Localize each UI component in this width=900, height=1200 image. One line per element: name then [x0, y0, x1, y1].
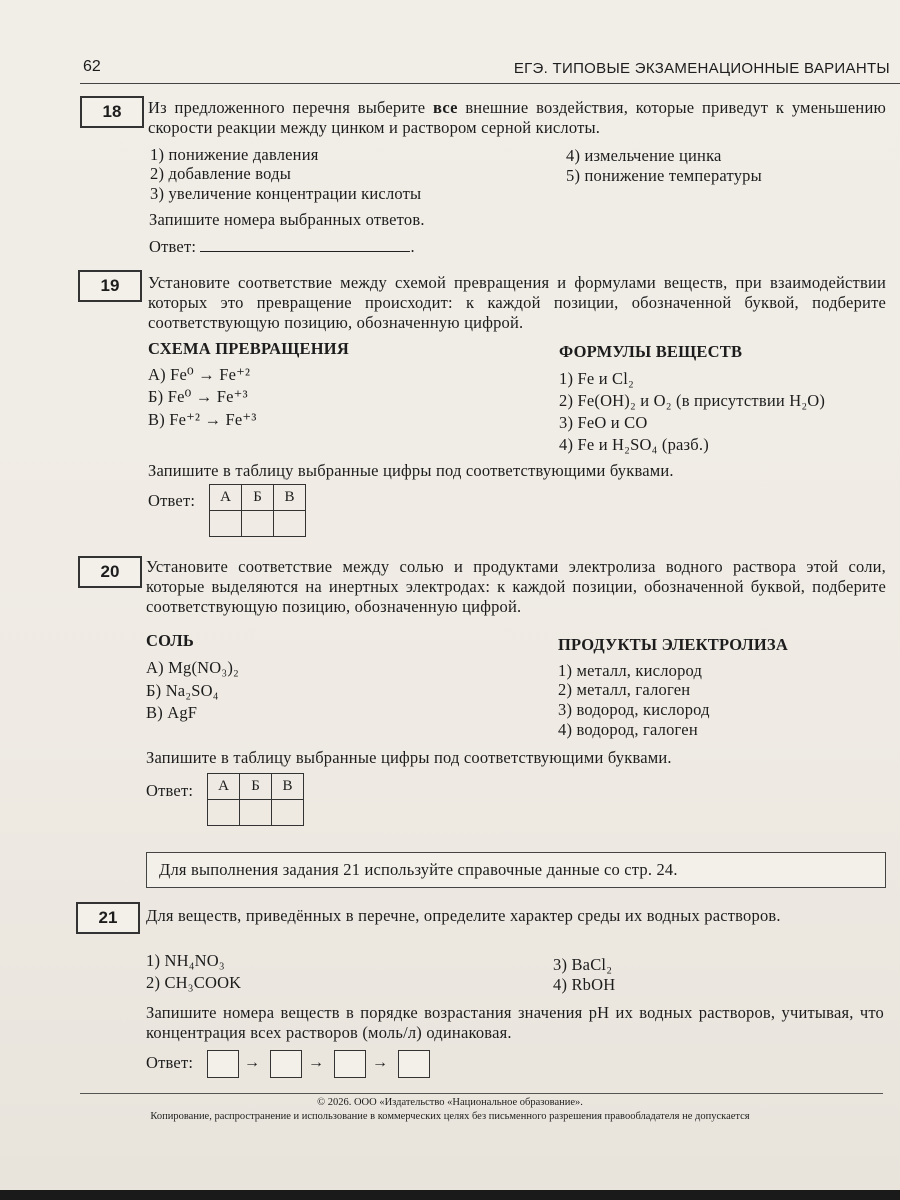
q20-question: Установите соответствие между солью и продуктами электролиза водного раствора этой соли, которые выделяются на инертных электродах: к каждой позиции, обозначенной буквой, подберите соответствующую позицию, обозначенную цифрой.	[146, 557, 886, 616]
q20-product-2: 2) металл, галоген	[558, 680, 691, 699]
q21-answer-cell-3[interactable]	[334, 1050, 366, 1078]
q19-col-b: Б	[242, 485, 274, 511]
q21-substance-1: 1) NH₄NO₃	[146, 951, 225, 970]
q20-salt-b: Б) Na₂SO₄	[146, 681, 219, 700]
q18-option-5: 5) понижение температуры	[566, 166, 762, 185]
q20-salt-a: А) Mg(NO₃)₂	[146, 658, 239, 677]
q19-answer-cell-a[interactable]	[210, 511, 242, 537]
task-number-19: 19	[78, 270, 142, 302]
reference-note-text: Для выполнения задания 21 используйте справочные данные со стр. 24.	[159, 860, 678, 879]
q20-answer-table	[207, 773, 304, 826]
q21-substance-2: 2) CH₃COOK	[146, 973, 242, 992]
q18-text-b: внешние воздействия, которые приведут к уменьшению скорости реакции между цинком и раствором серной кислоты.	[148, 98, 886, 137]
q19-question: Установите соответствие между схемой превращения и формулами веществ, при взаимодействии которых это превращение происходит: к каждой позиции, обозначенной буквой, подберите соответствующую позицию, обозначенную цифрой.	[148, 273, 886, 332]
q21-instruction: Запишите номера веществ в порядке возрастания значения pH их водных растворов, учитывая, что концентрация всех растворов (моль/л) одинаковая.	[146, 1003, 884, 1042]
reference-note-box	[146, 852, 886, 888]
q20-left-heading: СОЛЬ	[146, 631, 194, 650]
header-divider	[80, 83, 900, 84]
q18-answer-row: Ответ: .	[149, 237, 415, 256]
task-number-20: 20	[78, 556, 142, 588]
q20-answer-cell-c[interactable]	[272, 800, 304, 826]
q19-col-a: А	[210, 485, 242, 511]
q18-text-bold: все	[433, 98, 458, 117]
q19-formula-4: 4) Fe и H₂SO₄ (разб.)	[559, 435, 709, 454]
q19-scheme-b: Б) Fe⁰ → Fe⁺³	[148, 387, 248, 406]
q19-left-heading: СХЕМА ПРЕВРАЩЕНИЯ	[148, 339, 349, 358]
page-number: 62	[83, 58, 101, 75]
q19-formula-1: 1) Fe и Cl₂	[559, 369, 634, 388]
q19-formula-3: 3) FeO и CO	[559, 413, 648, 432]
page-header-title: ЕГЭ. ТИПОВЫЕ ЭКЗАМЕНАЦИОННЫЕ ВАРИАНТЫ	[513, 60, 890, 77]
q20-product-1: 1) металл, кислород	[558, 661, 703, 680]
q19-right-heading: ФОРМУЛЫ ВЕЩЕСТВ	[559, 342, 743, 361]
q19-scheme-c: В) Fe⁺² → Fe⁺³	[148, 410, 257, 429]
footer-notice: Копирование, распространение и использование в коммерческих целях без письменного разрешения правообладателя не допускается	[150, 1111, 750, 1122]
q21-question: Для веществ, приведённых в перечне, определите характер среды их водных растворов.	[146, 906, 781, 925]
q18-option-1: 1) понижение давления	[150, 145, 319, 164]
scan-edge	[0, 1190, 900, 1200]
q18-option-4: 4) измельчение цинка	[566, 146, 722, 165]
q20-product-3: 3) водород, кислород	[558, 700, 710, 719]
q20-answer-cell-a[interactable]	[208, 800, 240, 826]
q19-answer-cell-c[interactable]	[274, 511, 306, 537]
q20-product-4: 4) водород, галоген	[558, 720, 698, 739]
q21-arrow-2: →	[308, 1054, 324, 1071]
q20-instruction: Запишите в таблицу выбранные цифры под соответствующими буквами.	[146, 748, 672, 767]
q19-instruction: Запишите в таблицу выбранные цифры под соответствующими буквами.	[148, 461, 674, 480]
q21-substance-3: 3) BaCl₂	[553, 955, 613, 974]
q20-answer-cell-b[interactable]	[240, 800, 272, 826]
task-number-21: 21	[76, 902, 140, 934]
q18-question	[148, 98, 886, 138]
q20-col-c: В	[272, 774, 304, 800]
footer-copyright: © 2026. ООО «Издательство «Национальное образование».	[317, 1097, 583, 1108]
q20-col-b: Б	[240, 774, 272, 800]
q20-col-a: А	[208, 774, 240, 800]
q19-scheme-a: А) Fe⁰ → Fe⁺²	[148, 365, 251, 384]
q18-instruction: Запишите номера выбранных ответов.	[149, 210, 425, 229]
q19-formula-2: 2) Fe(OH)₂ и O₂ (в присутствии H₂O)	[559, 391, 826, 410]
q20-salt-c: В) AgF	[146, 703, 198, 722]
q18-option-2: 2) добавление воды	[150, 164, 292, 183]
q19-col-c: В	[274, 485, 306, 511]
q20-right-heading: ПРОДУКТЫ ЭЛЕКТРОЛИЗА	[558, 635, 788, 654]
footer-divider	[80, 1093, 883, 1094]
q21-substance-4: 4) RbOH	[553, 975, 616, 994]
q18-option-3: 3) увеличение концентрации кислоты	[150, 184, 422, 203]
q20-answer-label: Ответ:	[146, 781, 194, 800]
q19-answer-cell-b[interactable]	[242, 511, 274, 537]
q21-answer-cell-4[interactable]	[398, 1050, 430, 1078]
q21-answer-label: Ответ:	[146, 1053, 194, 1072]
q18-text-a: Из предложенного перечня выберите	[148, 98, 434, 117]
q18-answer-label: Ответ:	[149, 237, 197, 256]
q21-arrow-3: →	[372, 1054, 388, 1071]
q19-answer-table	[209, 484, 306, 537]
q21-answer-cell-2[interactable]	[270, 1050, 302, 1078]
q21-arrow-1: →	[244, 1054, 260, 1071]
q18-answer-field[interactable]	[200, 237, 410, 252]
task-number-18: 18	[80, 96, 144, 128]
q19-answer-label: Ответ:	[148, 491, 196, 510]
q21-answer-cell-1[interactable]	[207, 1050, 239, 1078]
